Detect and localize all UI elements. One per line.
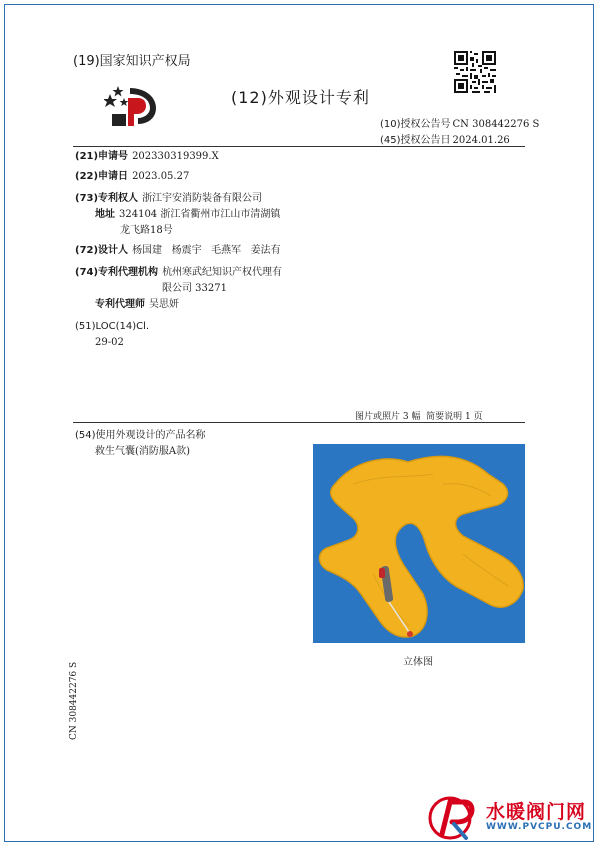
agent-label: 专利代理师 [95, 299, 145, 310]
publication-date-value: 2024.01.26 [452, 135, 510, 146]
address-line-1: 324104 浙江省衢州市江山市清湖镇 [119, 209, 281, 220]
cnipa-logo-icon [104, 84, 160, 128]
address-line-2: 龙飞路18号 [120, 225, 173, 236]
summary-line: 图片或照片 3 幅 简要说明 1 页 [355, 412, 483, 422]
product-name-label: (54)使用外观设计的产品名称 [75, 430, 206, 441]
publication-date-label: (45)授权公告日 [380, 135, 451, 146]
product-photo [313, 444, 525, 643]
agent-value: 吴思妍 [149, 299, 179, 310]
watermark-text: 水暖阀门网 [486, 801, 587, 823]
patentee-value: 浙江宇安消防装备有限公司 [142, 193, 263, 204]
product-name-value: 救生气囊(消防服A款) [95, 446, 191, 457]
agency-line-1: 杭州寒武纪知识产权代理有 [162, 267, 283, 278]
qr-code-icon [454, 51, 496, 93]
application-date-label: (22)申请日 [75, 171, 129, 182]
header-divider [73, 146, 525, 147]
designer-field [75, 242, 281, 260]
side-publication-number: CN 308442276 S [69, 661, 79, 740]
life-airbag-figure [313, 444, 525, 643]
application-number-label: (21)申请号 [75, 151, 129, 162]
application-number-field [75, 148, 219, 166]
patent-kind-title: (12)外观设计专利 [231, 88, 370, 107]
application-date-field [75, 168, 189, 186]
publication-date-line [380, 131, 510, 146]
address-label: 地址 [95, 209, 115, 220]
agency-label: (74)专利代理机构 [75, 267, 159, 278]
designer-names: 杨国建 杨震宇 毛燕军 姜法有 [132, 245, 281, 256]
publication-number-line [380, 115, 539, 130]
patentee-label: (73)专利权人 [75, 193, 139, 204]
application-number-value: 202330319399.X [132, 151, 219, 162]
application-date-value: 2023.05.27 [132, 171, 190, 182]
publication-number-label: (10)授权公告号 [380, 119, 451, 130]
publication-number-value: CN 308442276 S [452, 119, 540, 130]
summary-divider [73, 422, 525, 423]
figure-caption: 立体图 [403, 657, 433, 668]
loc-class-value: 29-02 [95, 337, 124, 348]
watermark-url: WWW.PVCPU.COM [486, 822, 593, 832]
office-name: (19)国家知识产权局 [73, 54, 191, 69]
loc-class-label: (51)LOC(14)Cl. [75, 321, 150, 332]
agent-field [95, 296, 179, 314]
watermark-logo-icon [424, 794, 484, 840]
agency-line-2: 限公司 33271 [162, 283, 227, 294]
designer-label: (72)设计人 [75, 245, 129, 256]
